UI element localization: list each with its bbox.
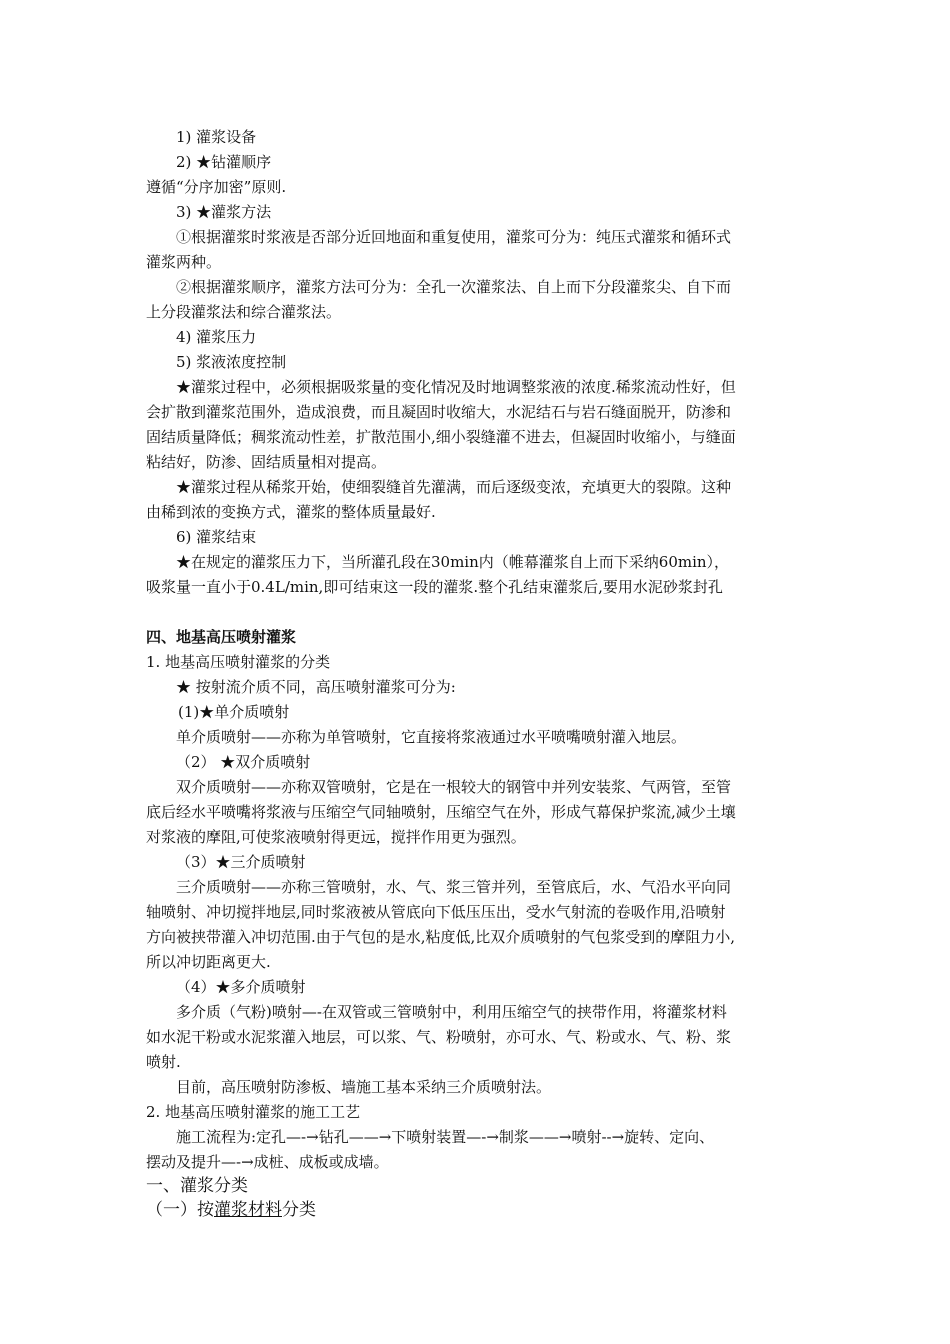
list-item-grouting-pressure: 4) 灌浆压力 xyxy=(176,328,257,346)
subsection-heading xyxy=(146,1199,316,1221)
section-heading: 一、灌浆分类 xyxy=(146,1176,248,1196)
list-item-concentration-control: 5) 浆液浓度控制 xyxy=(176,353,287,371)
paragraph-line: 上分段灌浆法和综合灌浆法。 xyxy=(146,303,342,321)
section-heading: 四、地基高压喷射灌浆 xyxy=(146,628,297,646)
paragraph-line: 粘结好，防渗、固结质量相对提高。 xyxy=(146,453,387,471)
paragraph-line: 由稀到浓的变换方式，灌浆的整体质量最好. xyxy=(146,503,436,521)
paragraph-line: 施工流程为:定孔—-→钻孔——→下喷射装置—-→制浆——→喷射--→旋转、定向、 xyxy=(176,1128,715,1146)
list-item-grouting-equipment: 1) 灌浆设备 xyxy=(176,128,257,146)
paragraph-line: 所以冲切距离更大. xyxy=(146,953,271,971)
grouting-material-link-text: 灌浆材料 xyxy=(214,1200,282,1220)
paragraph-line: ★灌浆过程中，必须根据吸浆量的变化情况及时地调整浆液的浓度.稀浆流动性好，但 xyxy=(176,378,736,396)
paragraph-line: 双介质喷射——亦称双管喷射，它是在一根较大的钢管中并列安装浆、气两管，至管 xyxy=(176,778,732,796)
subsection-heading: 2. 地基高压喷射灌浆的施工工艺 xyxy=(146,1103,361,1121)
list-item-grouting-end: 6) 灌浆结束 xyxy=(176,528,257,546)
paragraph-line: 目前，高压喷射防渗板、墙施工基本采纳三介质喷射法。 xyxy=(176,1078,552,1096)
paragraph-line: ②根据灌浆顺序，灌浆方法可分为：全孔一次灌浆法、自上而下分段灌浆尖、自下而 xyxy=(176,278,732,296)
list-item-triple-medium: （3）★三介质喷射 xyxy=(176,853,306,871)
list-item-grouting-method: 3) ★灌浆方法 xyxy=(176,203,272,221)
paragraph-line: 轴喷射、冲切搅拌地层,同时浆液被从管底向下低压压出，受水气射流的卷吸作用,沿喷射 xyxy=(146,903,726,921)
list-item-drilling-order: 2) ★钻灌顺序 xyxy=(176,153,272,171)
paragraph-line: 底后经水平喷嘴将浆液与压缩空气同轴喷射，压缩空气在外，形成气幕保护浆流,减少土壤 xyxy=(146,803,736,821)
paragraph-line: 方向被挟带灌入冲切范围.由于气包的是水,粘度低,比双介质喷射的气包浆受到的摩阻力小, xyxy=(146,928,736,946)
subsection-heading: 1. 地基高压喷射灌浆的分类 xyxy=(146,653,331,671)
subsection-heading-prefix: （一）按 xyxy=(146,1200,214,1220)
paragraph-line: 喷射. xyxy=(146,1053,181,1071)
paragraph-line: 如水泥干粉或水泥浆灌入地层，可以浆、气、粉喷射，亦可水、气、粉或水、气、粉、浆 xyxy=(146,1028,732,1046)
subsection-heading-suffix: 分类 xyxy=(282,1200,316,1220)
paragraph-line: 三介质喷射——亦称三管喷射，水、气、浆三管并列，至管底后，水、气沿水平向同 xyxy=(176,878,732,896)
paragraph-line: ①根据灌浆时浆液是否部分近回地面和重复使用，灌浆可分为：纯压式灌浆和循环式 xyxy=(176,228,732,246)
paragraph-line: ★ 按射流介质不同，高压喷射灌浆可分为: xyxy=(176,678,456,696)
paragraph-line: 灌浆两种。 xyxy=(146,253,222,271)
paragraph-line: 摆动及提升—-→成桩、成板或成墙。 xyxy=(146,1153,389,1171)
paragraph-line: 遵循“分序加密”原则. xyxy=(146,178,287,196)
paragraph-line: 多介质（气粉)喷射—-在双管或三管喷射中，利用压缩空气的挟带作用，将灌浆材料 xyxy=(176,1003,727,1021)
list-item-multi-medium: （4）★多介质喷射 xyxy=(176,978,306,996)
list-item-double-medium: （2） ★双介质喷射 xyxy=(176,753,311,771)
paragraph-line: 对浆液的摩阻,可使浆液喷射得更远，搅拌作用更为强烈。 xyxy=(146,828,526,846)
list-item-single-medium: (1)★单介质喷射 xyxy=(178,703,290,721)
paragraph-line: 吸浆量一直小于0.4L/min,即可结束这一段的灌浆.整个孔结束灌浆后,要用水泥砂浆封孔 xyxy=(146,578,723,596)
paragraph-line: 固结质量降低；稠浆流动性差，扩散范围小,细小裂缝灌不进去，但凝固时收缩小，与缝面 xyxy=(146,428,736,446)
paragraph-line: 会扩散到灌浆范围外，造成浪费，而且凝固时收缩大，水泥结石与岩石缝面脱开，防渗和 xyxy=(146,403,732,421)
paragraph-line: 单介质喷射——亦称为单管喷射，它直接将浆液通过水平喷嘴喷射灌入地层。 xyxy=(176,728,687,746)
paragraph-line: ★灌浆过程从稀浆开始，使细裂缝首先灌满，而后逐级变浓，充填更大的裂隙。这种 xyxy=(176,478,732,496)
paragraph-line: ★在规定的灌浆压力下，当所灌孔段在30min内（帷幕灌浆自上而下采纳60min）， xyxy=(176,553,730,571)
